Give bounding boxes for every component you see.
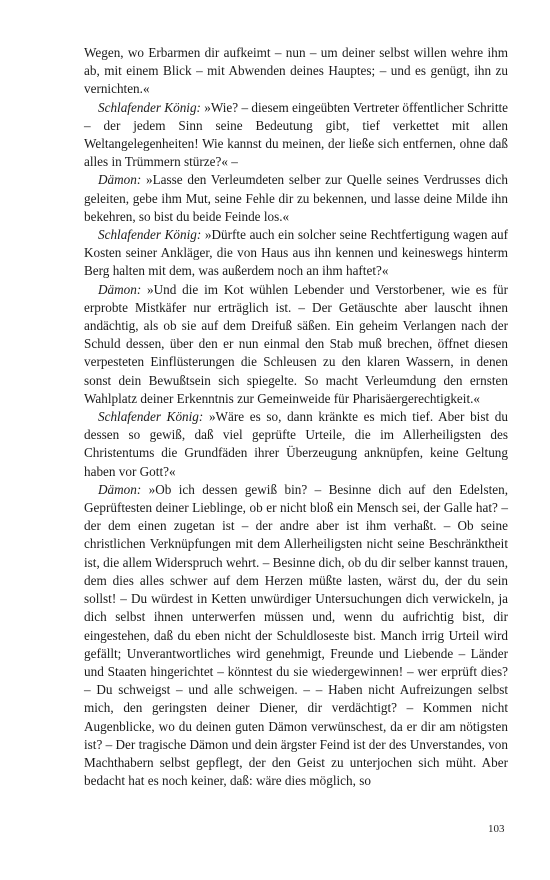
paragraph — [84, 171, 508, 226]
paragraph-text: »Wie? – diesem eingeübten Vertreter öffentlicher Schritte – der jedem Sinn seine Bedeutung gibt, tief verkettet mit allen Weltangelegenheiten! Wie kannst du meinen, der ließe sich entfernen, ohne daß alles in Trümmern stürze?« – — [84, 99, 508, 170]
paragraph — [84, 99, 508, 172]
speaker-label: Schlafender König: — [98, 409, 204, 425]
speaker-label: Dämon: — [98, 281, 142, 297]
paragraph — [84, 226, 508, 281]
speaker-label: Dämon: — [98, 481, 142, 497]
paragraph-text: »Ob ich dessen gewiß bin? – Besinne dich auf den Edelsten, Geprüftesten deiner Lieblinge, ob er nicht bloß ein Mensch sei, der Galle hat? – der dem einen zugetan ist – der andre aber ist ihm verhaßt. – Ob seine christlichen Verknüpfungen mit dem Allerheiligsten nicht seine Beschränktheit ist, die allem Widerspruch wehrt. – Besinne dich, ob du dir selber kannst trauen, dem dies alles schwer auf dem Herzen müßte lasten, wärst du, der du sein sollst! – Du würdest in Ketten unwürdiger Untersuchungen dich verwickeln, ja dich selbst ihnen unterwerfen müssen und, wenn du aufrichtig bist, dir eingestehen, daß du eben nicht der Schuldloseste bist. Manch irrig Urteil wird gefällt; Unverantwortliches wird genehmigt, Freunde und Liebende – Länder und Staaten hingerichtet – könntest du sie wiedergewinnen! – wer erprüft dies? – Du schweigst – und alle schweigen. – – Haben nicht Aufreizungen selbst mich, den geringsten deiner Diener, dir verdächtigt? – Kommen nicht Augenblicke, wo du deinen guten Dämon verwünschest, da er dir am nötigsten ist? – Der tragische Dämon und dein ärgster Feind ist der des Unverstandes, von Machthabern selbst gepflegt, der den Geist zu unterjochen sich müht. Aber bedacht hat es noch keiner, daß: wäre dies möglich, so — [84, 481, 508, 789]
speaker-label: Dämon: — [98, 172, 142, 188]
paragraph-text: »Dürfte auch ein solcher seine Rechtfertigung wagen auf Kosten seiner Ankläger, die von Haus aus ihn kennen und keineswegs hinterm Berg halten mit dem, was außerdem noch an ihm haftet?« — [84, 227, 508, 279]
speaker-label: Schlafender König: — [98, 227, 202, 243]
paragraph-text: »Wäre es so, dann kränkte es mich tief. Aber bist du dessen so gewiß, daß viel geprüfte Urteile, die im Allerheiligsten des Christentums die Grundfäden ihrer Überzeugung anknüpfen, keine Geltung haben vor Gott?« — [84, 409, 508, 479]
body-text — [84, 44, 508, 790]
paragraph — [84, 44, 508, 99]
paragraph — [84, 481, 508, 790]
page-number: 103 — [488, 823, 505, 835]
paragraph-text: Wegen, wo Erbarmen dir aufkeimt – nun – um deiner selbst willen wehre ihm ab, mit einem Blick – mit Abwenden deines Hauptes; – und es genügt, ihn zu vernichten.« — [84, 45, 508, 97]
paragraph — [84, 281, 508, 408]
paragraph-text: »Und die im Kot wühlen Lebender und Verstorbener, wie es für erprobte Mistkäfer nur erträglich ist. – Der Getäuschte aber lauscht ihnen andächtig, als ob sie auf dem Dreifuß säßen. Ein geheim Verlangen nach der Schuld dessen, über den er nun einmal den Stab muß brechen, öffnet diesen verpesteten Einflüsterungen die Schleusen zu den klaren Wassern, in denen sonst dein Bewußtsein sich spiegelte. So macht Verleumdung den ernsten Wahlplatz deiner Erkenntnis zur Gemeinweide für Pharisäergerechtigkeit.« — [84, 281, 508, 406]
paragraph — [84, 408, 508, 481]
paragraph-text: »Lasse den Verleumdeten selber zur Quelle seines Verdrusses dich geleiten, gebe ihm Mut, seine Fehle dir zu bekennen, und lasse deine Milde ihn bekehren, so bist du beide Feinde los.« — [84, 172, 508, 224]
speaker-label: Schlafender König: — [98, 99, 201, 115]
